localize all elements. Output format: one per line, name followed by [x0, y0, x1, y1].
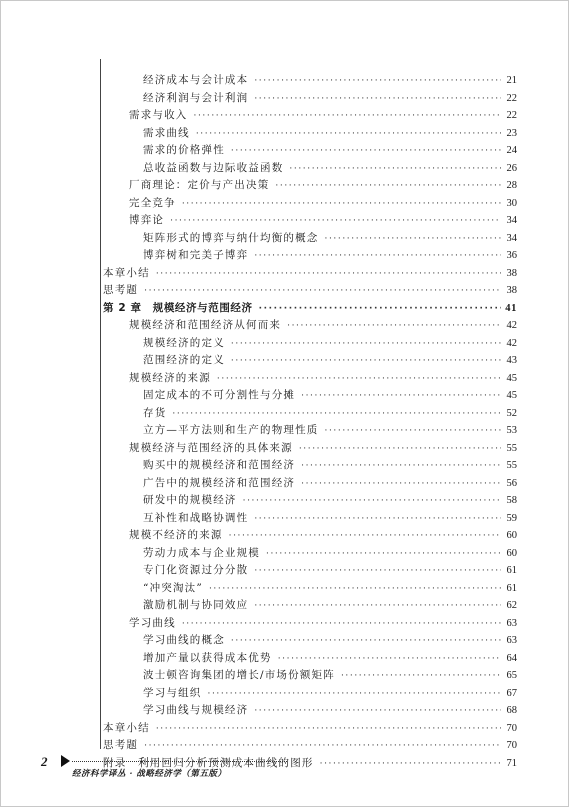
toc-entry-page: 42: [506, 337, 517, 349]
toc-entry[interactable]: [103, 562, 517, 580]
toc-entry-title: 范围经济的定义: [143, 354, 225, 366]
toc-entry-title: 思考题: [103, 284, 139, 296]
toc-entry[interactable]: [103, 230, 517, 248]
toc-entry-page: 64: [506, 652, 517, 664]
dot-leader: [217, 371, 501, 389]
toc-entry-page: 68: [506, 705, 517, 716]
triangle-marker-icon: [61, 755, 70, 767]
toc-entry-page: 45: [506, 390, 517, 401]
dot-leader: [156, 266, 501, 284]
toc-entry-page: 23: [506, 127, 517, 139]
toc-entry-title: 规模不经济的来源: [129, 529, 223, 541]
toc-entry-title: 学习曲线: [129, 616, 176, 629]
toc-entry[interactable]: [103, 632, 517, 650]
toc-entry-title: 学习与组织: [143, 686, 202, 699]
toc-entry-title: 购买中的规模经济和范围经济: [143, 459, 296, 471]
toc-entry[interactable]: [103, 335, 517, 353]
dot-leader: [254, 91, 501, 109]
dot-leader: [325, 423, 502, 441]
dot-leader: [275, 178, 501, 196]
dot-leader: [170, 213, 501, 231]
toc-entry[interactable]: [103, 107, 517, 125]
toc-entry[interactable]: [103, 650, 517, 668]
dot-leader: [209, 581, 501, 599]
dot-leader: [243, 493, 501, 511]
series-title: 经济科学译丛 · 战略经济学（第五版）: [72, 769, 227, 779]
toc-entry-page: 71: [506, 757, 517, 769]
table-of-contents: [103, 72, 517, 772]
dot-leader: [182, 616, 501, 634]
toc-entry-page: 60: [506, 547, 517, 559]
toc-entry[interactable]: [103, 510, 517, 528]
toc-entry[interactable]: [103, 247, 517, 265]
dot-leader: [301, 476, 501, 494]
toc-entry[interactable]: [103, 282, 517, 300]
toc-entry[interactable]: [103, 737, 517, 755]
dot-leader: [156, 721, 501, 739]
toc-entry-title: 完全竞争: [129, 196, 176, 209]
toc-entry-title: 本章小结: [103, 721, 150, 734]
dot-leader: [278, 651, 501, 669]
toc-entry-page: 67: [506, 687, 517, 699]
toc-entry-title: 专门化资源过分分散: [143, 564, 249, 576]
toc-entry-page: 30: [506, 197, 517, 209]
toc-entry-page: 42: [506, 320, 517, 331]
toc-entry-title: 矩阵形式的博弈与纳什均衡的概念: [143, 231, 319, 244]
toc-entry-title: 规模经济的来源: [129, 371, 211, 384]
toc-chapter-entry[interactable]: [103, 300, 517, 318]
toc-entry-page: 36: [506, 250, 517, 261]
toc-entry-title: “冲突淘汰”: [143, 581, 203, 594]
toc-entry-title: 规模经济与范围经济的具体来源: [129, 441, 293, 454]
toc-entry-title: 研发中的规模经济: [143, 494, 237, 506]
toc-entry-title: 劳动力成本与企业规模: [143, 546, 260, 559]
dot-leader: [229, 528, 501, 546]
dot-leader: [301, 388, 501, 406]
toc-entry-title: 本章小结: [103, 266, 150, 279]
toc-entry[interactable]: [103, 352, 517, 370]
toc-entry[interactable]: [103, 422, 517, 440]
toc-entry-page: 56: [506, 477, 517, 489]
dot-leader: [254, 248, 501, 266]
toc-entry[interactable]: [103, 527, 517, 545]
toc-entry[interactable]: [103, 545, 517, 563]
dot-leader: [259, 301, 501, 319]
toc-entry-page: 61: [506, 582, 517, 594]
toc-entry[interactable]: [103, 387, 517, 405]
toc-entry-page: 65: [506, 670, 517, 681]
toc-entry-page: 22: [506, 110, 517, 121]
page-number: 2: [41, 754, 48, 769]
toc-entry-page: 59: [506, 512, 517, 524]
toc-entry-page: 55: [506, 460, 517, 471]
toc-entry-title: 厂商理论：定价与产出决策: [129, 179, 270, 191]
toc-entry[interactable]: [103, 667, 517, 685]
toc-entry-page: 58: [506, 495, 517, 506]
toc-entry[interactable]: [103, 370, 517, 388]
toc-entry-title: 固定成本的不可分割性与分摊: [143, 389, 296, 401]
toc-entry-page: 38: [506, 285, 517, 296]
toc-entry[interactable]: [103, 615, 517, 633]
toc-entry-page: 34: [506, 215, 517, 226]
toc-entry-page: 70: [506, 722, 517, 734]
toc-entry-page: 22: [506, 92, 517, 104]
page-footer: [41, 753, 541, 781]
toc-entry[interactable]: [103, 125, 517, 143]
toc-entry-title: 立方—平方法则和生产的物理性质: [143, 424, 319, 436]
toc-entry-title: 第 2 章 规模经济与范围经济: [103, 301, 253, 314]
toc-entry[interactable]: [103, 457, 517, 475]
dot-leader: [254, 511, 501, 529]
toc-entry-page: 62: [506, 600, 517, 611]
dot-leader: [254, 598, 501, 616]
toc-entry-title: 需求曲线: [143, 126, 190, 139]
toc-entry-title: 需求与收入: [129, 109, 188, 121]
toc-entry-title: 规模经济的定义: [143, 336, 225, 349]
toc-entry[interactable]: [103, 195, 517, 213]
toc-entry-title: 总收益函数与边际收益函数: [143, 161, 284, 174]
dot-leader: [144, 283, 501, 301]
toc-entry-page: 52: [506, 407, 517, 419]
toc-entry-page: 41: [505, 302, 517, 314]
dot-leader: [231, 336, 501, 354]
dot-leader: [231, 633, 501, 651]
toc-entry-page: 34: [506, 232, 517, 244]
toc-entry-page: 63: [506, 635, 517, 646]
toc-entry[interactable]: [103, 475, 517, 493]
toc-entry-title: 学习曲线与规模经济: [143, 704, 249, 716]
toc-entry-title: 附录 利用回归分析预测成本曲线的图形: [103, 756, 314, 769]
toc-entry-page: 21: [506, 75, 517, 86]
dot-leader: [231, 143, 501, 161]
toc-entry-title: 规模经济和范围经济从何而来: [129, 319, 282, 331]
toc-entry[interactable]: [103, 212, 517, 230]
toc-entry-page: 45: [506, 372, 517, 384]
toc-entry-page: 28: [506, 180, 517, 191]
toc-entry-title: 学习曲线的概念: [143, 634, 225, 646]
toc-entry-page: 61: [506, 565, 517, 576]
toc-entry-page: 60: [506, 530, 517, 541]
toc-entry[interactable]: [103, 177, 517, 195]
toc-entry-title: 经济利润与会计利润: [143, 91, 249, 104]
dot-leader: [254, 703, 501, 721]
margin-rule: [100, 59, 101, 749]
toc-entry[interactable]: [103, 90, 517, 108]
toc-entry-title: 经济成本与会计成本: [143, 74, 249, 86]
dot-leader: [289, 161, 501, 179]
toc-entry-title: 博弈论: [129, 214, 165, 226]
dot-leader: [208, 686, 502, 704]
dot-leader: [325, 231, 502, 249]
dot-leader: [172, 406, 501, 424]
dot-leader: [266, 546, 501, 564]
toc-entry[interactable]: [103, 440, 517, 458]
toc-entry-page: 43: [506, 355, 517, 366]
dot-leader: [196, 126, 501, 144]
toc-entry-title: 存货: [143, 406, 167, 419]
dot-leader: [254, 73, 501, 91]
toc-entry[interactable]: [103, 492, 517, 510]
toc-entry-page: 55: [506, 442, 517, 454]
toc-entry-page: 38: [506, 267, 517, 279]
dot-leader: [301, 458, 501, 476]
toc-entry-title: 思考题: [103, 739, 139, 751]
toc-entry[interactable]: [103, 597, 517, 615]
toc-entry-page: 24: [506, 145, 517, 156]
dot-leader: [194, 108, 502, 126]
toc-entry-title: 激励机制与协同效应: [143, 599, 249, 611]
toc-entry-page: 63: [506, 617, 517, 629]
toc-entry[interactable]: [103, 405, 517, 423]
toc-entry-title: 博弈树和完美子博弈: [143, 249, 249, 261]
toc-entry[interactable]: [103, 685, 517, 703]
toc-entry-title: 波士顿咨询集团的增长/市场份额矩阵: [143, 669, 335, 681]
toc-entry-title: 互补性和战略协调性: [143, 511, 249, 524]
toc-entry-title: 广告中的规模经济和范围经济: [143, 476, 296, 489]
dot-leader: [254, 563, 501, 581]
toc-entry[interactable]: [103, 720, 517, 738]
dot-leader: [287, 318, 501, 336]
toc-entry-page: 26: [506, 162, 517, 174]
dot-leader: [299, 441, 501, 459]
dot-leader: [182, 196, 501, 214]
toc-entry[interactable]: [103, 265, 517, 283]
toc-entry-title: 需求的价格弹性: [143, 144, 225, 156]
toc-entry[interactable]: [103, 580, 517, 598]
footer-dotted-rule: [72, 761, 287, 762]
toc-entry[interactable]: [103, 160, 517, 178]
toc-entry[interactable]: [103, 317, 517, 335]
toc-entry[interactable]: [103, 142, 517, 160]
toc-entry-title: 增加产量以获得成本优势: [143, 651, 272, 664]
toc-entry-page: 70: [506, 740, 517, 751]
toc-entry-page: 53: [506, 425, 517, 436]
toc-entry[interactable]: [103, 72, 517, 90]
dot-leader: [341, 668, 501, 686]
toc-entry[interactable]: [103, 702, 517, 720]
dot-leader: [231, 353, 501, 371]
